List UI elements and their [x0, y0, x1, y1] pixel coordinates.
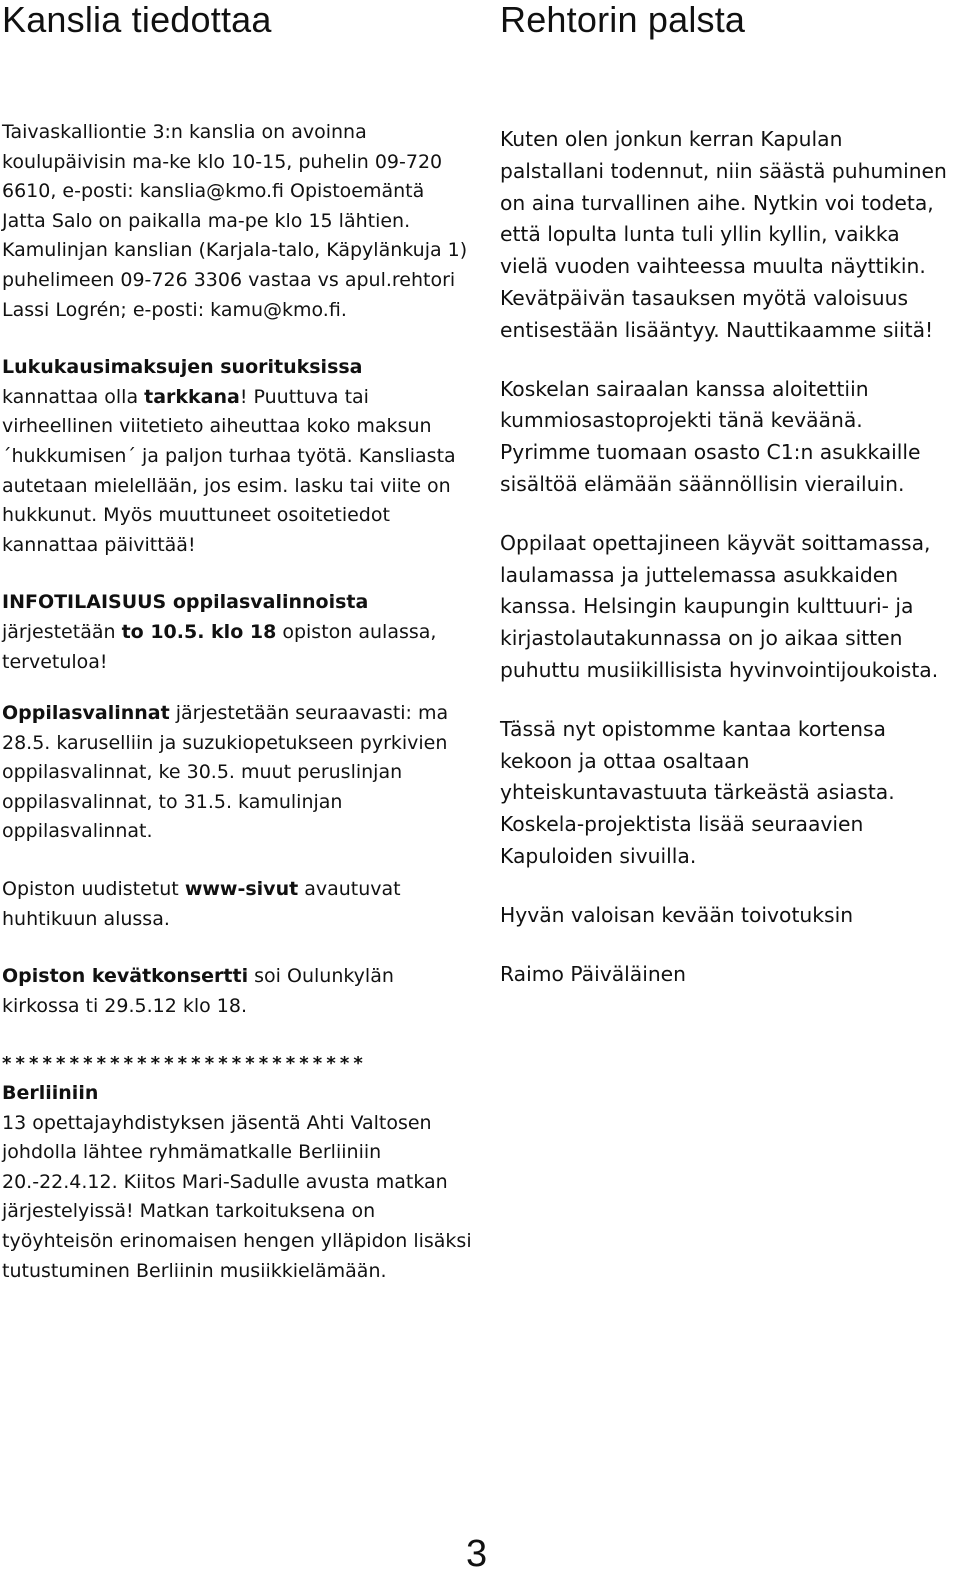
signature: Raimo Päiväläinen [500, 961, 687, 986]
tuition-text-1: kannattaa olla [2, 385, 139, 408]
student-selection-paragraph [2, 699, 472, 847]
star-divider: *************************** [2, 1053, 367, 1075]
rehtori-column [500, 124, 948, 1017]
berlin-heading: Berliiniin [2, 1082, 99, 1105]
website-text-1: Opiston uudistetut [2, 878, 179, 901]
berlin-paragraph [2, 1049, 472, 1286]
social-responsibility-paragraph: Tässä nyt opistomme kantaa kortensa kekoon ja ottaa osaltaan yhteiskuntavastuuta tärkeästä asiasta. Koskela-projektista lisää seuraavien Kapuloiden sivuilla. [500, 716, 895, 868]
students-visit-paragraph: Oppilaat opettajineen käyvät soittamassa, laulamassa ja juttelemassa asukkaiden kanssa. Helsingin kaupungin kulttuuri- ja kirjastolautakunnassa on jo aikaa sitten puhuttu musiikillisista hyvinvointijoukoista. [500, 530, 939, 682]
info-session-text-1: järjestetään [2, 620, 116, 643]
rehtori-heading: Rehtorin palsta [500, 0, 746, 40]
info-session-text-2: opiston aulassa, tervetuloa! [2, 620, 437, 673]
website-text-2: avautuvat huhtikuun alussa. [2, 878, 401, 930]
kanslia-heading: Kanslia tiedottaa [2, 0, 272, 40]
weather-paragraph: Kuten olen jonkun kerran Kapulan palstallani todennut, niin säästä puhuminen on aina turvallinen aihe. Nytkin voi todeta, että lopulta lunta tuli yllin kyllin, vaikka vielä vuoden vaihteessa muulta näyttikin. Kevätpäivän tasauksen myötä valoisuus entisestään lisääntyy. Nauttikaamme siitä! [500, 127, 947, 342]
koskela-project-paragraph: Koskelan sairaalan kanssa aloitettiin kummiosastoprojekti tänä keväänä. Pyrimme tuomaan osasto C1:n asukkaille sisältöä elämään säännöllisin vierailuin. [500, 376, 921, 496]
website-emphasis: www-sivut [184, 878, 299, 901]
tuition-emphasis: tarkkana [144, 385, 240, 408]
page-number: 3 [466, 1533, 488, 1575]
info-session-paragraph [2, 588, 472, 677]
website-paragraph [2, 875, 472, 934]
tuition-heading: Lukukausimaksujen suorituksissa [2, 356, 363, 379]
spring-concert-paragraph [2, 962, 472, 1021]
info-session-heading: INFOTILAISUUS oppilasvalinnoista [2, 591, 369, 614]
tuition-text-2: ! Puuttuva tai virheellinen viitetieto aiheuttaa koko maksun ´hukkumisen´ ja paljon turhaa työtä. Kansliasta autetaan mielellään, jos esim. lasku tai viite on hukkunut. Myös muuttuneet osoitetiedot kannattaa päivittää! [2, 385, 456, 556]
info-session-date: to 10.5. klo 18 [121, 620, 277, 643]
office-hours-paragraph: Taivaskalliontie 3:n kanslia on avoinna koulupäivisin ma-ke klo 10-15, puhelin 09-720 6610, e-posti: kanslia@kmo.fi Opistoemäntä Jatta Salo on paikalla ma-pe klo 15 lähtien. Kamulinjan kanslian (Karjala-talo, Käpylänkuja 1) puhelimeen 09-726 3306 vastaa vs apul.rehtori Lassi Logrén; e-posti: kamu@kmo.fi. [2, 121, 468, 321]
tuition-payment-paragraph [2, 353, 472, 560]
student-selection-text: järjestetään seuraavasti: ma 28.5. karuselliin ja suzukiopetukseen pyrkivien oppilasvalinnat, ke 30.5. muut peruslinjan oppilasvalinnat, to 31.5. kamulinjan oppilasvalinnat. [2, 702, 449, 843]
spring-concert-heading: Opiston kevätkonsertti [2, 965, 249, 988]
kanslia-column [2, 118, 472, 1286]
berlin-text: 13 opettajayhdistyksen jäsentä Ahti Valtosen johdolla lähtee ryhmämatkalle Berliiniin 20.-22.4.12. Kiitos Mari-Sadulle avusta matkan järjestelyissä! Matkan tarkoituksena on työyhteisön erinomaisen hengen ylläpidon lisäksi tutustuminen Berliinin musiikkielämään. [2, 1111, 472, 1282]
spring-concert-text: soi Oulunkylän kirkossa ti 29.5.12 klo 18. [2, 965, 394, 1017]
greeting-paragraph: Hyvän valoisan kevään toivotuksin [500, 902, 854, 927]
student-selection-heading: Oppilasvalinnat [2, 702, 170, 725]
